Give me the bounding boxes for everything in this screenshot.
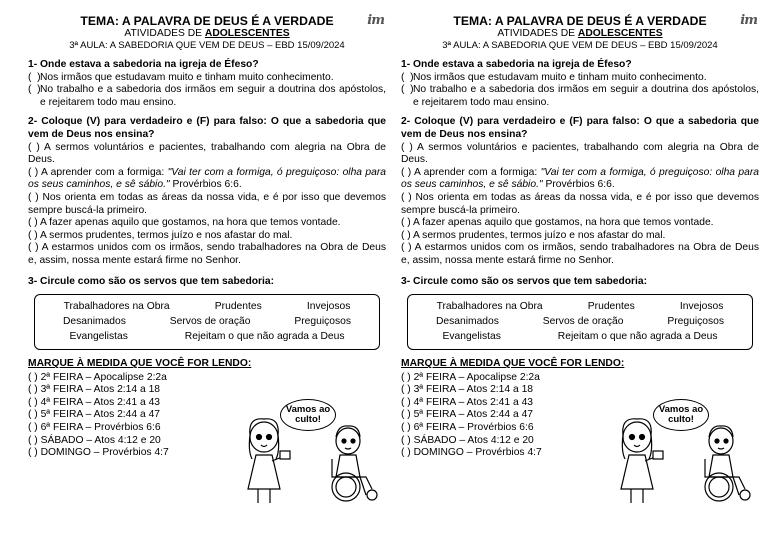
title-text: TEMA: A PALAVRA DE DEUS É A VERDADE <box>453 14 707 28</box>
item-quote: "Vai ter com a formiga, ó preguiçoso: olha para os seus caminhos, e sê sábio." <box>401 166 759 191</box>
word-row <box>414 314 746 329</box>
word-option[interactable]: Prudentes <box>214 301 262 313</box>
question-3-title: 3- Circule como são os servos que tem sabedoria: <box>28 275 275 287</box>
sheet-title <box>401 14 759 28</box>
question-2-item: ( ) A estarmos unidos com os irmãos, sendo trabalhadores na Obra de Deus e, assim, nossa mente estará firme no Senhor. <box>401 242 759 266</box>
subtitle-prefix: ATIVIDADES DE <box>124 28 203 39</box>
question-2-item: ( ) Nos orienta em todas as áreas da nossa vida, e é por isso que devemos sempre buscá-la primeiro. <box>28 191 386 216</box>
word-option[interactable]: Servos de oração <box>169 316 251 328</box>
logo: im <box>367 13 384 28</box>
reading-item[interactable]: ( ) 5ª FEIRA – Atos 2:44 a 47 <box>28 409 161 421</box>
subtitle-bold: ADOLESCENTES <box>204 28 290 39</box>
question-2-item: ( ) A fazer apenas aquilo que gostamos, na hora que temos vontade. <box>28 217 341 229</box>
reading-item[interactable]: ( ) 4ª FEIRA – Atos 2:41 a 43 <box>28 396 161 408</box>
reading-title: MARQUE À MEDIDA QUE VOCÊ FOR LENDO: <box>28 358 252 370</box>
question-2-item: ( ) A sermos voluntários e pacientes, trabalhando com alegria na Obra de Deus. <box>28 141 386 166</box>
word-option[interactable]: Rejeitam o que não agrada a Deus <box>184 331 345 343</box>
speech-bubble <box>653 399 709 431</box>
question-2-item: ( ) A estarmos unidos com os irmãos, sendo trabalhadores na Obra de Deus e, assim, nossa mente estará firme no Senhor. <box>28 242 386 266</box>
item-quote: "Vai ter com a formiga, ó preguiçoso: olha para os seus caminhos, e sê sábio." <box>28 166 386 191</box>
word-option[interactable]: Evangelistas <box>69 331 128 343</box>
reading-item[interactable]: ( ) DOMINGO – Provérbios 4:7 <box>28 447 169 459</box>
title-text: TEMA: A PALAVRA DE DEUS É A VERDADE <box>80 14 334 28</box>
word-option[interactable]: Prudentes <box>587 301 635 313</box>
checkbox-paren[interactable]: ( ) <box>28 84 41 96</box>
subtitle-bold: ADOLESCENTES <box>577 28 663 39</box>
reading-item[interactable]: ( ) SÁBADO – Atos 4:12 e 20 <box>401 434 534 446</box>
word-box <box>407 294 753 350</box>
worksheet-right <box>401 14 759 504</box>
word-option[interactable]: Invejosos <box>306 301 351 313</box>
class-line: 3ª AULA: A SABEDORIA QUE VEM DE DEUS – EBD 15/09/2024 <box>69 40 345 51</box>
checkbox-paren[interactable]: ( ) <box>401 71 414 83</box>
reading-item[interactable]: ( ) 4ª FEIRA – Atos 2:41 a 43 <box>401 396 534 408</box>
option-text: No trabalho e a sabedoria dos irmãos em seguir a doutrina dos apóstolos, e rejeitarem todo mau ensino. <box>413 84 759 108</box>
checkbox-paren[interactable]: ( ) <box>401 84 414 96</box>
question-1-option <box>401 84 759 109</box>
word-option[interactable]: Servos de oração <box>542 316 624 328</box>
word-option[interactable]: Evangelistas <box>442 331 501 343</box>
word-row <box>41 299 373 314</box>
item-text: ( ) A aprender com a formiga: <box>401 166 541 178</box>
question-3-title: 3- Circule como são os servos que tem sabedoria: <box>401 275 648 287</box>
question-2-title: 2- Coloque (V) para verdadeiro e (F) para falso: O que a sabedoria que vem de Deus nos ensina? <box>28 116 386 140</box>
question-2-item <box>401 167 759 192</box>
question-2-item: ( ) A sermos voluntários e pacientes, trabalhando com alegria na Obra de Deus. <box>401 141 759 166</box>
word-row <box>41 329 373 344</box>
subtitle <box>28 28 386 40</box>
speech-bubble <box>280 399 336 431</box>
question-2-title: 2- Coloque (V) para verdadeiro e (F) para falso: O que a sabedoria que vem de Deus nos ensina? <box>401 116 759 140</box>
bubble-line-2: culto! <box>295 414 321 425</box>
question-2-item: ( ) Nos orienta em todas as áreas da nossa vida, e é por isso que devemos sempre buscá-la primeiro. <box>401 191 759 216</box>
reading-item[interactable]: ( ) 3ª FEIRA – Atos 2:14 a 18 <box>28 384 161 396</box>
question-2-item <box>28 167 386 192</box>
option-text: Nos irmãos que estudavam muito e tinham muito conhecimento. <box>40 71 334 83</box>
reading-item[interactable]: ( ) 5ª FEIRA – Atos 2:44 a 47 <box>401 409 534 421</box>
word-option[interactable]: Preguiçosos <box>294 316 352 328</box>
question-1-option <box>28 72 386 85</box>
bubble-line-2: culto! <box>668 414 694 425</box>
reading-item[interactable]: ( ) 2ª FEIRA – Apocalipse 2:2a <box>28 371 167 383</box>
reading-item[interactable]: ( ) 6ª FEIRA – Provérbios 6:6 <box>28 422 161 434</box>
class-line: 3ª AULA: A SABEDORIA QUE VEM DE DEUS – EBD 15/09/2024 <box>442 40 718 51</box>
word-option[interactable]: Rejeitam o que não agrada a Deus <box>557 331 718 343</box>
word-option[interactable]: Preguiçosos <box>667 316 725 328</box>
item-text: ( ) A aprender com a formiga: <box>28 166 168 178</box>
reading-item[interactable]: ( ) DOMINGO – Provérbios 4:7 <box>401 447 542 459</box>
word-option[interactable]: Invejosos <box>679 301 724 313</box>
question-1-title: 1- Onde estava a sabedoria na igreja de Éfeso? <box>28 59 259 70</box>
item-ref: Provérbios 6:6. <box>542 179 615 191</box>
option-text: No trabalho e a sabedoria dos irmãos em seguir a doutrina dos apóstolos, e rejeitarem todo mau ensino. <box>40 84 386 108</box>
word-option[interactable]: Desanimados <box>435 316 499 328</box>
word-row <box>41 314 373 329</box>
item-ref: Provérbios 6:6. <box>169 179 242 191</box>
reading-item[interactable]: ( ) 3ª FEIRA – Atos 2:14 a 18 <box>401 384 534 396</box>
word-option[interactable]: Trabalhadores na Obra <box>436 301 543 313</box>
logo: im <box>740 13 757 28</box>
question-1-option <box>401 72 759 85</box>
word-option[interactable]: Trabalhadores na Obra <box>63 301 170 313</box>
word-row <box>414 299 746 314</box>
kids-illustration <box>236 399 386 504</box>
bubble-line-1: Vamos ao <box>285 403 331 415</box>
reading-title: MARQUE À MEDIDA QUE VOCÊ FOR LENDO: <box>401 358 625 370</box>
subtitle-prefix: ATIVIDADES DE <box>497 28 576 39</box>
checkbox-paren[interactable]: ( ) <box>28 71 41 83</box>
word-option[interactable]: Desanimados <box>62 316 126 328</box>
kids-illustration <box>609 399 759 504</box>
question-2-item: ( ) A sermos prudentes, termos juízo e nos afastar do mal. <box>28 229 293 241</box>
reading-item[interactable]: ( ) 6ª FEIRA – Provérbios 6:6 <box>401 422 534 434</box>
word-row <box>414 329 746 344</box>
reading-item[interactable]: ( ) 2ª FEIRA – Apocalipse 2:2a <box>401 371 540 383</box>
worksheet-left <box>28 14 386 504</box>
question-2-item: ( ) A fazer apenas aquilo que gostamos, na hora que temos vontade. <box>401 217 714 229</box>
word-box <box>34 294 380 350</box>
reading-item[interactable]: ( ) SÁBADO – Atos 4:12 e 20 <box>28 434 161 446</box>
question-1-title: 1- Onde estava a sabedoria na igreja de Éfeso? <box>401 59 632 70</box>
question-2-item: ( ) A sermos prudentes, termos juízo e nos afastar do mal. <box>401 229 666 241</box>
bubble-line-1: Vamos ao <box>658 403 704 415</box>
question-1-option <box>28 84 386 109</box>
subtitle <box>401 28 759 40</box>
option-text: Nos irmãos que estudavam muito e tinham muito conhecimento. <box>413 71 707 83</box>
sheet-title <box>28 14 386 28</box>
